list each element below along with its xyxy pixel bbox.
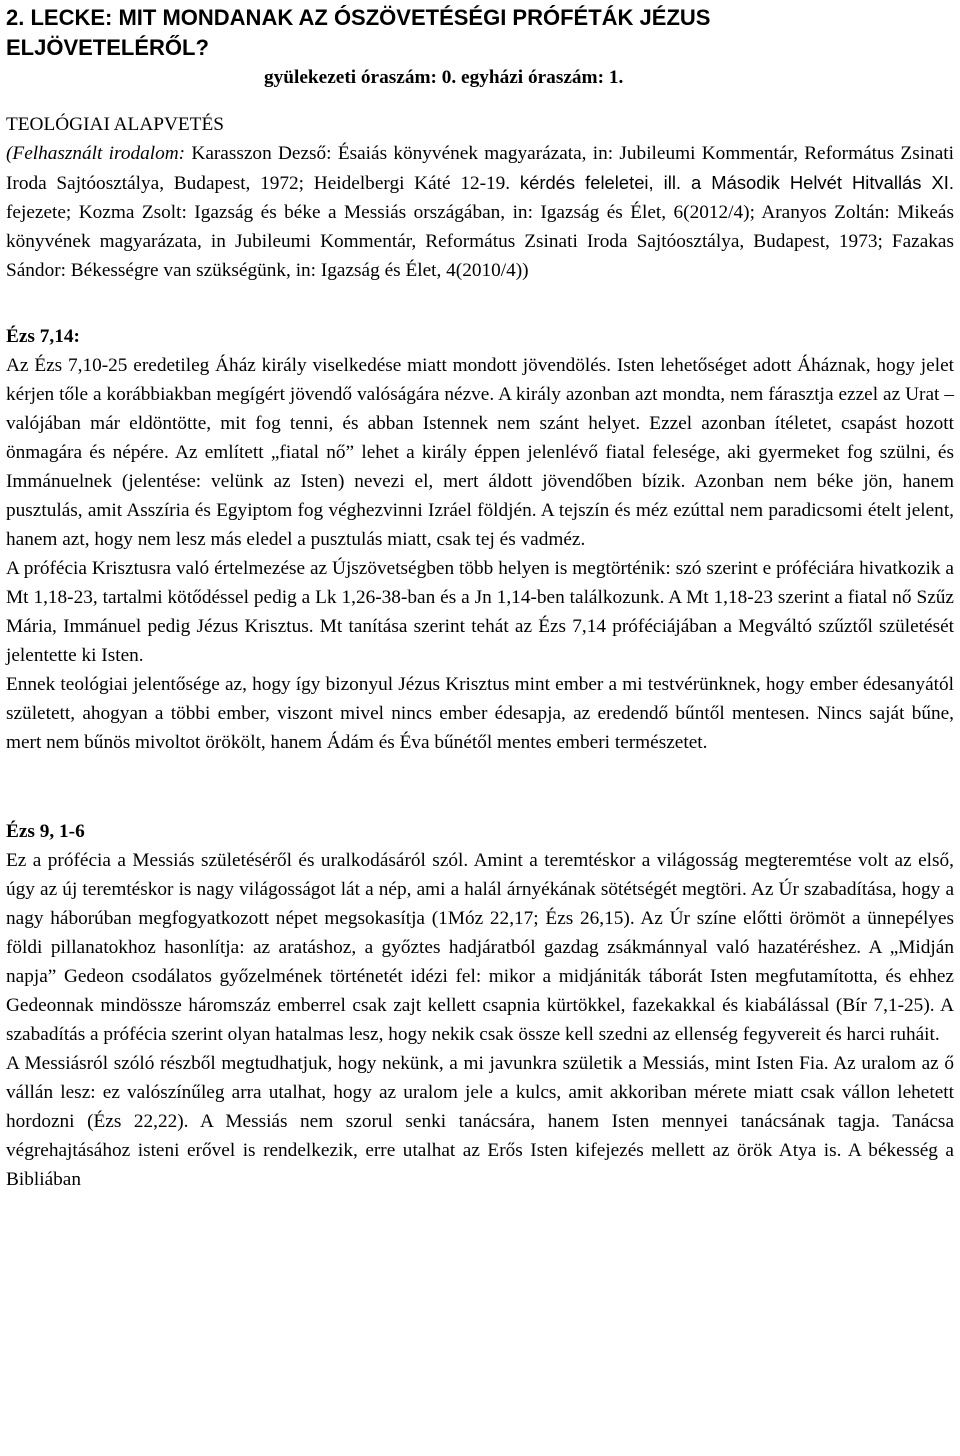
section1-paragraph: Ennek teológiai jelentősége az, hogy így bizonyul Jézus Krisztus mint ember a mi testvérünknek, hogy ember édesanyától született, ahogyan a többi ember, viszont mivel nincs ember édesapja, az eredendő bűntől mentesen. Nincs saját bűne, mert nem bűnös mivoltot örökölt, hanem Ádám és Éva bűnétől mentes emberi természetet. [6, 674, 954, 753]
lesson-hours: gyülekezeti óraszám: 0. egyházi óraszám: 1. [264, 67, 624, 88]
section1-paragraph: Az Ézs 7,10-25 eredetileg Áház király viselkedése miatt mondott jövendölés. Isten lehetőséget adott Áháznak, hogy jelet kérjen tőle a korábbiakban megígért jövendő valóságára nézve. A király azonban azt mondta, nem fárasztja ezzel az Urat – valójában már eldöntötte, mit fog tenni, és abban Istennek nem szánt helyet. Ezzel azonban ítéletet, csapást hozott önmagára és népére. Az említett „fiatal nő” lehet a király éppen jelenlévő fiatal felesége, aki gyermeket fog szülni, és Immánuelnek (jelentése: velünk az Isten) nevezi el, mert áldott jövendőben bízik. Azonban nem béke jön, hanem pusztulás, amit Asszíria és Egyiptom fog véghezvinni Izráel földjén. A tejszín és méz ezúttal nem paradicsomi ételt jelent, hanem azt, hogy nem lesz más eledel a pusztulás miatt, csak tej és vadméz. [6, 355, 954, 550]
literature-text-sans: kérdés feleletei, ill. a Második Helvét Hitvallás XI. [519, 172, 954, 193]
section2-paragraph: A Messiásról szóló részből megtudhatjuk, hogy nekünk, a mi javunkra születik a Messiás, mint Isten Fia. Az uralom az ő vállán lesz: ez valószínűleg arra utalhat, hogy az uralom jele a kulcs, amit akkoriban mérete miatt csak vállon lehetett hordozni (Ézs 22,22). A Messiás nem szorul senki tanácsára, hanem Isten mennyei tanácsának tagja. Tanácsa végrehajtásához isteni erővel is rendelkezik, erre utalhat az Erős Isten kifejezés mellett az örök Atya is. A békesség a Bibliában [6, 1053, 954, 1190]
foundation-title: TEOLÓGIAI ALAPVETÉS [6, 114, 224, 135]
literature-text: Karasszon Dezső: Ésaiás könyvének magyarázata, in: Jubileumi Kommentár, Református Zsinati Iroda Sajtóosztálya, Budapest, 1972; Heidelbergi Káté 12-19. [6, 143, 954, 194]
lesson-title-line1: 2. LECKE: MIT MONDANAK AZ ÓSZÖVETÉSÉGI PRÓFÉTÁK JÉZUS [6, 5, 711, 30]
section-heading-ezs-7-14: Ézs 7,14: [6, 326, 80, 347]
lesson-title [6, 3, 954, 63]
section1-paragraph: A prófécia Krisztusra való értelmezése az Újszövetségben több helyen is megtörténik: szó szerint e próféciára hivatkozik a Mt 1,18-23, tartalmi kötődéssel pedig a Lk 1,26-38-ban és a Jn 1,14-ben találkozunk. A Mt 1,18-23 szerint a fiatal nő Szűz Mária, Immánuel pedig Jézus Krisztus. Mt tanítása szerint tehát az Ézs 7,14 próféciájában a Megváltó szűztől születését jelentette ki Isten. [6, 558, 954, 666]
document-page [6, 0, 954, 1194]
literature-label: (Felhasznált irodalom: [6, 143, 186, 164]
lesson-title-line2: ELJÖVETELÉRŐL? [6, 35, 209, 60]
literature-text-end: fejezete; Kozma Zsolt: Igazság és béke a Messiás országában, in: Igazság és Élet, 6(2012/4); Aranyos Zoltán: Mikeás könyvének magyarázata, in Jubileumi Kommentár, Református Zsinati Iroda Sajtóosztálya, Budapest, 1973; Fazakas Sándor: Békességre van szükségünk, in: Igazság és Élet, 4(2010/4)) [6, 202, 954, 281]
section2-paragraph: Ez a prófécia a Messiás születéséről és uralkodásáról szól. Amint a teremtéskor a világosság megteremtése volt az első, úgy az új teremtéskor is nagy világosságot lát a nép, ami a halál árnyékának sötétségét megtöri. Az Úr szabadítása, hogy a nagy háborúban megfogyatkozott népet megsokasítja (1Móz 22,17; Ézs 26,15). Az Úr színe előtti örömöt a ünnepélyes földi pillanatokhoz hasonlítja: az aratáshoz, a győztes hadjáratból gazdag zsákmánnyal való hazatéréshez. A „Midján napja” Gedeon csodálatos győzelmének történetét idézi fel: mikor a midjániták táborát Isten megfutamította, és ehhez Gedeonnak mindössze háromszáz emberrel csak zajt kellett csapnia kürtökkel, fazekakkal és kiabálással (Bír 7,1-25). A szabadítás a prófécia szerint olyan hatalmas lesz, hogy nekik csak össze kell szedni az ellenség fegyvereit és harci ruháit. [6, 850, 954, 1045]
literature-paragraph [6, 139, 954, 285]
section-heading-ezs-9-1-6: Ézs 9, 1-6 [6, 821, 85, 842]
